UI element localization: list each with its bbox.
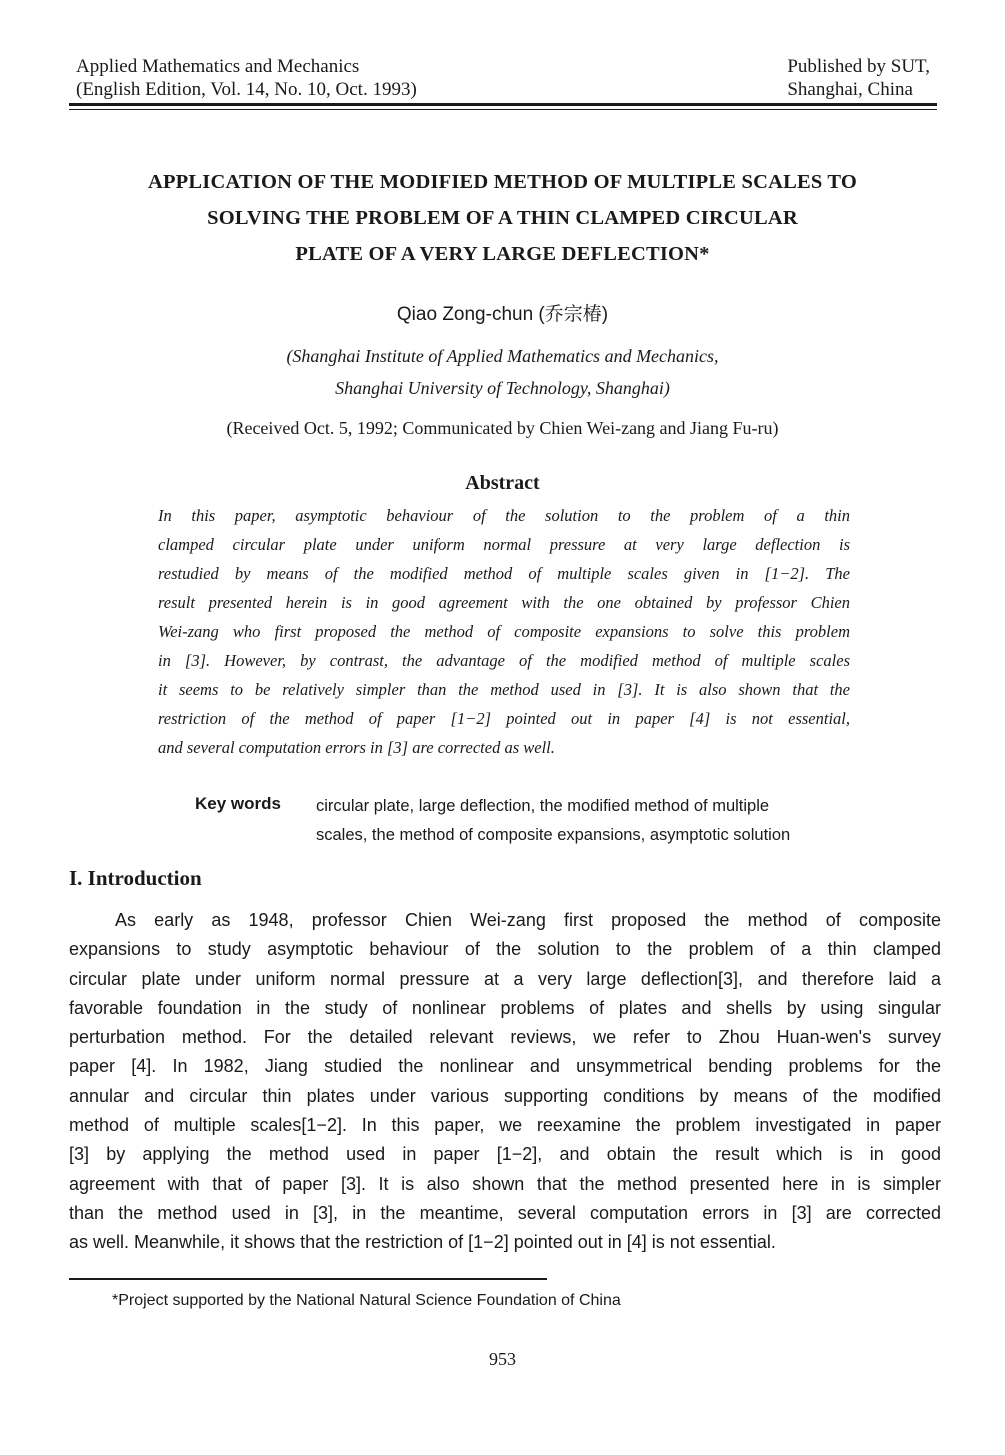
keywords-line: scales, the method of composite expansions, asymptotic solution	[316, 826, 791, 844]
body-line: As early as 1948, professor Chien Wei-zang first proposed the method of composite	[115, 910, 941, 930]
journal-name: Applied Mathematics and Mechanics	[76, 56, 360, 77]
body-line: favorable foundation in the study of nonlinear problems of plates and shells by using singular	[69, 997, 941, 1018]
abstract-line: and several computation errors in [3] are corrected as well.	[158, 738, 555, 757]
header-rule-thick	[69, 103, 937, 106]
paper-title	[60, 164, 945, 272]
body-line: [3] by applying the method used in paper [1−2], and obtain the result which is in good	[69, 1144, 941, 1165]
title-line: APPLICATION OF THE MODIFIED METHOD OF MULTIPLE SCALES TO	[147, 171, 858, 193]
keywords-line: circular plate, large deflection, the modified method of multiple	[316, 797, 770, 815]
abstract-line: in [3]. However, by contrast, the advantage of the modified method of multiple scales	[158, 651, 850, 670]
publisher-location: Shanghai, China	[787, 79, 913, 100]
received-info: (Received Oct. 5, 1992; Communicated by Chien Wei-zang and Jiang Fu-ru)	[226, 418, 779, 438]
body-line: than the method used in [3], in the meantime, several computation errors in [3] are corrected	[69, 1202, 941, 1223]
footnote: *Project supported by the National Natural Science Foundation of China	[112, 1292, 621, 1309]
page-number: 953	[489, 1349, 516, 1369]
affiliation-line: Shanghai University of Technology, Shanghai)	[335, 378, 670, 398]
publisher-info	[787, 55, 930, 101]
title-line: SOLVING THE PROBLEM OF A THIN CLAMPED CIRCULAR	[207, 207, 798, 229]
affiliation-line: (Shanghai Institute of Applied Mathematics and Mechanics,	[286, 346, 719, 366]
abstract-line: clamped circular plate under uniform normal pressure at very large deflection is	[158, 535, 850, 554]
keywords-list	[316, 792, 856, 850]
body-line: perturbation method. For the detailed relevant reviews, we refer to Zhou Huan-wen's survey	[69, 1027, 941, 1048]
abstract-line: result presented herein is in good agreement with the one obtained by professor Chien	[158, 593, 850, 612]
abstract-line: it seems to be relatively simpler than the method used in [3]. It is also shown that the	[158, 680, 850, 699]
footnote-rule	[69, 1278, 547, 1280]
title-line: PLATE OF A VERY LARGE DEFLECTION*	[295, 243, 710, 265]
abstract-heading: Abstract	[465, 472, 540, 494]
publisher-name: Published by SUT,	[787, 56, 930, 77]
author-name: Qiao Zong-chun (乔宗椿)	[396, 304, 609, 325]
abstract-line: Wei-zang who first proposed the method of composite expansions to solve this problem	[158, 622, 850, 641]
abstract-body	[158, 501, 850, 762]
body-line: expansions to study asymptotic behaviour of the solution to the problem of a thin clamped	[69, 939, 941, 960]
body-line: paper [4]. In 1982, Jiang studied the nonlinear and unsymmetrical bending problems for the	[69, 1056, 941, 1077]
abstract-line: restudied by means of the modified method of multiple scales given in [1−2]. The	[158, 564, 850, 583]
journal-issue: (English Edition, Vol. 14, No. 10, Oct. 1993)	[76, 79, 417, 100]
journal-citation	[76, 55, 417, 101]
keywords-label: Key words	[195, 794, 281, 813]
section-heading: I. Introduction	[69, 866, 202, 890]
body-line: annular and circular thin plates under various supporting conditions by means of the modified	[69, 1085, 941, 1106]
body-line: method of multiple scales[1−2]. In this paper, we reexamine the problem investigated in paper	[69, 1115, 941, 1136]
affiliation	[0, 340, 1005, 404]
body-line: circular plate under uniform normal pressure at a very large deflection[3], and therefore laid a	[69, 968, 941, 989]
body-line: as well. Meanwhile, it shows that the restriction of [1−2] pointed out in [4] is not essential.	[69, 1232, 776, 1253]
abstract-line: restriction of the method of paper [1−2] pointed out in paper [4] is not essential,	[158, 709, 850, 728]
body-line: agreement with that of paper [3]. It is also shown that the method presented here in is simpler	[69, 1173, 941, 1194]
introduction-body	[69, 906, 941, 1258]
header-rule-thin	[69, 109, 937, 110]
abstract-line: In this paper, asymptotic behaviour of the solution to the problem of a thin	[158, 506, 850, 525]
